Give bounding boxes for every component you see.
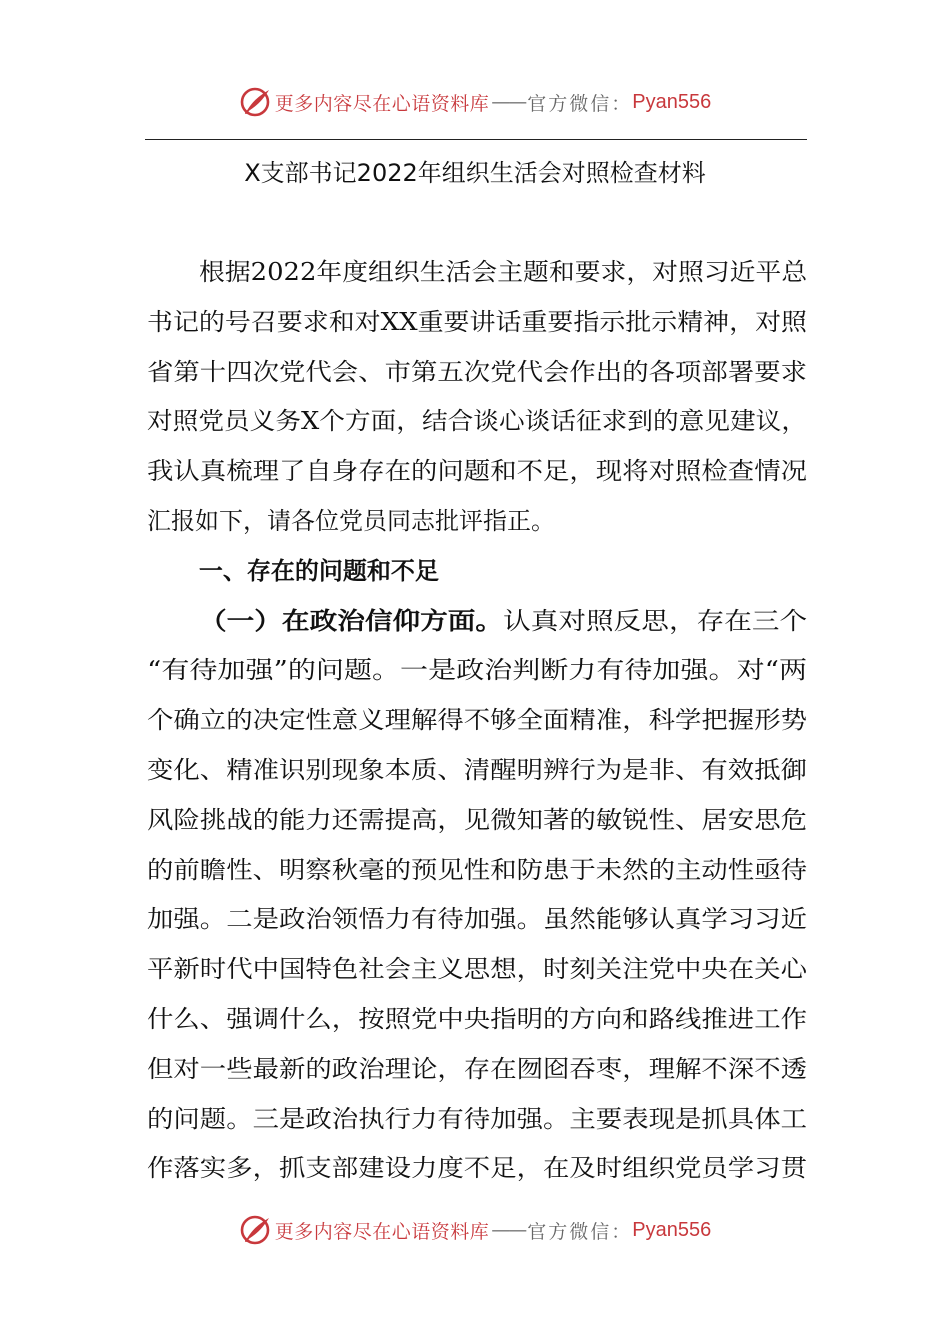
line-text <box>199 248 807 298</box>
line-text <box>147 995 807 1045</box>
section-heading <box>147 547 807 597</box>
paragraph-line <box>147 298 807 348</box>
banner-wechat-label: 官方微信： <box>527 92 633 115</box>
banner-wechat-label: 官方微信： <box>527 1220 633 1243</box>
line-text <box>147 646 807 696</box>
header-watermark-banner <box>0 82 950 122</box>
line-text <box>199 597 807 647</box>
banner-dash: —— <box>491 1219 526 1241</box>
paragraph-line <box>147 696 807 746</box>
line-text <box>147 945 807 995</box>
line-body: 一、存在的问题和不足 <box>198 556 439 585</box>
line-text <box>147 298 807 348</box>
line-text <box>147 397 807 447</box>
line-body: 作落实多，抓支部建设力度不足，在及时组织党员学习贯 <box>147 1154 807 1183</box>
quill-logo-icon <box>239 1213 273 1247</box>
line-text <box>147 796 807 846</box>
line-body: 平新时代中国特色社会主义思想，时刻关注党中央在关心 <box>147 955 807 984</box>
paragraph-line <box>147 497 807 547</box>
banner-wechat-id: Pyan556 <box>632 90 712 113</box>
line-text <box>147 1144 807 1194</box>
paragraph-line <box>147 397 807 447</box>
line-body: 加强。二是政治领悟力有待加强。虽然能够认真学习习近 <box>147 905 807 934</box>
paragraph-line <box>147 895 807 945</box>
line-body: “有待加强”的问题。一是政治判断力有待加强。对“两 <box>147 656 807 685</box>
line-body: 但对一些最新的政治理论，存在囫囵吞枣，理解不深不透 <box>147 1054 807 1083</box>
footer-watermark-banner <box>0 1210 950 1250</box>
paragraph-line <box>147 646 807 696</box>
line-body: 的问题。三是政治执行力有待加强。主要表现是抓具体工 <box>147 1104 807 1133</box>
line-text <box>147 447 807 497</box>
paragraph-line <box>147 248 807 298</box>
paragraph-line <box>147 796 807 846</box>
banner-slogan: 更多内容尽在心语资料库 <box>274 1220 490 1243</box>
line-text <box>147 1095 807 1145</box>
line-text <box>147 348 807 398</box>
banner-dash: —— <box>491 91 526 113</box>
line-body: 我认真梳理了自身存在的问题和不足，现将对照检查情况 <box>147 457 807 486</box>
line-body: 个确立的决定性意义理解得不够全面精准，科学把握形势 <box>147 706 807 735</box>
line-text <box>147 846 807 896</box>
line-body: 书记的号召要求和对XX重要讲话重要指示批示精神，对照 <box>147 307 807 336</box>
banner-wechat-id: Pyan556 <box>632 1218 712 1241</box>
line-text <box>147 746 807 796</box>
paragraph-line <box>147 1045 807 1095</box>
line-body: 根据2022年度组织生活会主题和要求，对照习近平总 <box>198 258 807 286</box>
line-body: 风险挑战的能力还需提高，见微知著的敏锐性、居安思危 <box>147 805 807 834</box>
subsection-heading: （一）在政治信仰方面。 <box>198 606 503 635</box>
line-body: 变化、精准识别现象本质、清醒明辨行为是非、有效抵御 <box>147 755 807 784</box>
banner-slogan: 更多内容尽在心语资料库 <box>274 92 490 115</box>
paragraph-line <box>147 746 807 796</box>
line-body: 省第十四次党代会、市第五次党代会作出的各项部署要求 <box>147 357 807 386</box>
paragraph-line <box>147 447 807 497</box>
document-title: X支部书记2022年组织生活会对照检查材料 <box>244 159 706 187</box>
quill-logo-icon <box>239 85 273 119</box>
line-text <box>199 547 439 597</box>
paragraph-line <box>147 846 807 896</box>
line-text <box>147 1045 807 1095</box>
line-body: 什么、强调什么，按照党中央指明的方向和路线推进工作 <box>147 1004 807 1033</box>
header-divider <box>145 139 807 140</box>
paragraph-line <box>147 348 807 398</box>
paragraph-line <box>147 597 807 647</box>
line-text <box>147 497 555 547</box>
paragraph-line <box>147 945 807 995</box>
line-body: 的前瞻性、明察秋毫的预见性和防患于未然的主动性亟待 <box>147 855 807 884</box>
line-text <box>147 895 807 945</box>
line-body: 汇报如下，请各位党员同志批评指正。 <box>147 506 555 535</box>
paragraph-line <box>147 1144 807 1194</box>
line-body: 认真对照反思，存在三个 <box>502 606 807 635</box>
paragraph-line <box>147 1095 807 1145</box>
document-body <box>147 248 807 1194</box>
paragraph-line <box>147 995 807 1045</box>
line-body: 对照党员义务X个方面，结合谈心谈话征求到的意见建议， <box>147 407 807 436</box>
line-text <box>147 696 807 746</box>
